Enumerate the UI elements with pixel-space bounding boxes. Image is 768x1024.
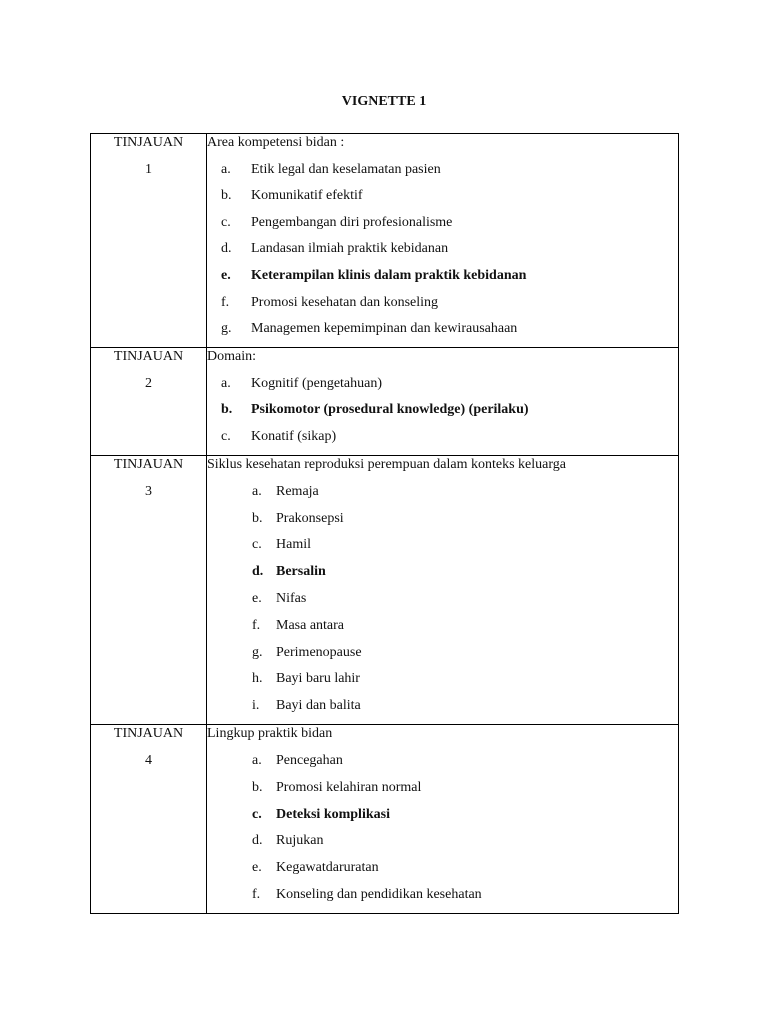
list-item-text: Deteksi komplikasi: [276, 806, 390, 822]
tinjauan-label-cell: [91, 724, 207, 913]
tinjauan-row-2: [91, 347, 679, 455]
list-item-marker: b.: [252, 779, 263, 795]
tinjauan-label-cell: [91, 455, 207, 724]
list-item-marker: d.: [252, 833, 263, 849]
list-item: [207, 886, 678, 913]
list-item: [207, 401, 678, 428]
list-item: [207, 536, 678, 563]
list-item: [207, 375, 678, 402]
list-item-marker: e.: [252, 590, 262, 606]
list-item-marker: h.: [252, 671, 263, 687]
list-item-text: Nifas: [276, 590, 307, 606]
list-item: [207, 752, 678, 779]
vignette-table: [90, 133, 679, 914]
list-item-text: Bayi baru lahir: [276, 671, 360, 687]
list-item: [207, 697, 678, 724]
list-item: [207, 294, 678, 321]
tinjauan-label-cell: [91, 347, 207, 455]
list-item-text: Perimenopause: [276, 644, 362, 660]
list-item-text: Keterampilan klinis dalam praktik kebidanan: [251, 267, 527, 283]
list-item-text: Rujukan: [276, 833, 324, 849]
list-item-text: Masa antara: [276, 617, 345, 633]
list-item: [207, 859, 678, 886]
list-item-text: Kognitif (pengetahuan): [251, 375, 383, 391]
list-item-marker: d.: [252, 564, 264, 580]
section-heading: Siklus kesehatan reproduksi perempuan dalam konteks keluarga: [207, 456, 566, 472]
list-item-marker: e.: [252, 860, 262, 876]
list-item-marker: c.: [221, 429, 231, 445]
list-item-text: Bersalin: [276, 564, 326, 580]
list-item-text: Psikomotor (prosedural knowledge) (perilaku): [251, 402, 529, 418]
tinjauan-number: 2: [145, 375, 152, 391]
list-item-marker: d.: [221, 241, 232, 257]
list-item-marker: a.: [252, 483, 262, 499]
document-title: VIGNETTE 1: [341, 94, 427, 109]
list-item-marker: b.: [252, 510, 263, 526]
list-item: [207, 483, 678, 510]
list-item: [207, 267, 678, 294]
tinjauan-row-4: [91, 724, 679, 913]
list-item: [207, 240, 678, 267]
vignette-table-body: [91, 134, 679, 914]
list-item-marker: a.: [221, 161, 231, 177]
list-item-text: Kegawatdaruratan: [276, 860, 379, 876]
list-item: [207, 320, 678, 347]
list-item-text: Hamil: [276, 537, 311, 553]
list-item-marker: f.: [252, 617, 261, 633]
list-item-text: Etik legal dan keselamatan pasien: [251, 161, 441, 177]
list-item: [207, 779, 678, 806]
list-item: [207, 832, 678, 859]
list-item-marker: f.: [221, 294, 230, 310]
tinjauan-number: 3: [145, 483, 152, 499]
list-item: [207, 428, 678, 455]
list-item-text: Konseling dan pendidikan kesehatan: [276, 887, 482, 903]
list-item-marker: f.: [252, 887, 261, 903]
tinjauan-content-cell: [207, 134, 679, 348]
list-item-marker: c.: [252, 537, 262, 553]
tinjauan-label-cell: [91, 134, 207, 348]
section-heading: Domain:: [207, 348, 256, 364]
list-item-marker: b.: [221, 188, 232, 204]
list-item: [207, 590, 678, 617]
list-item: [207, 187, 678, 214]
list-item-text: Remaja: [276, 483, 319, 499]
section-heading: Area kompetensi bidan :: [207, 135, 345, 150]
list-item: [207, 644, 678, 671]
tinjauan-row-1: [91, 134, 679, 348]
list-item: [207, 161, 678, 188]
list-item: [207, 670, 678, 697]
list-item-text: Promosi kelahiran normal: [276, 779, 422, 795]
tinjauan-number: 1: [145, 161, 152, 177]
list-item: [207, 563, 678, 590]
list-item: [207, 214, 678, 241]
list-item-text: Konatif (sikap): [251, 429, 337, 445]
list-item: [207, 617, 678, 644]
list-item-marker: c.: [221, 214, 231, 230]
list-item-marker: b.: [221, 402, 233, 418]
list-item-text: Bayi dan balita: [276, 698, 361, 714]
tinjauan-label: TINJAUAN: [113, 456, 184, 472]
tinjauan-label: TINJAUAN: [113, 135, 184, 150]
list-item-text: Prakonsepsi: [276, 510, 344, 526]
list-item: [207, 510, 678, 537]
list-item-marker: g.: [252, 644, 263, 660]
list-item-text: Pengembangan diri profesionalisme: [251, 214, 453, 230]
list-item-text: Promosi kesehatan dan konseling: [251, 294, 439, 310]
list-item-marker: g.: [221, 321, 232, 337]
list-item-marker: a.: [252, 752, 262, 768]
tinjauan-number: 4: [145, 752, 152, 768]
list-item-marker: i.: [252, 698, 260, 714]
list-item-marker: a.: [221, 375, 231, 391]
tinjauan-content-cell: [207, 724, 679, 913]
list-item-text: Pencegahan: [276, 752, 343, 768]
list-item-text: Komunikatif efektif: [251, 188, 363, 204]
tinjauan-content-cell: [207, 455, 679, 724]
section-heading: Lingkup praktik bidan: [207, 725, 333, 741]
list-item-marker: c.: [252, 806, 262, 822]
tinjauan-label: TINJAUAN: [113, 725, 184, 741]
list-item-marker: e.: [221, 267, 231, 283]
list-item-text: Landasan ilmiah praktik kebidanan: [251, 241, 449, 257]
tinjauan-row-3: [91, 455, 679, 724]
list-item-text: Managemen kepemimpinan dan kewirausahaan: [251, 321, 518, 337]
tinjauan-content-cell: [207, 347, 679, 455]
tinjauan-label: TINJAUAN: [113, 348, 184, 364]
list-item: [207, 806, 678, 833]
